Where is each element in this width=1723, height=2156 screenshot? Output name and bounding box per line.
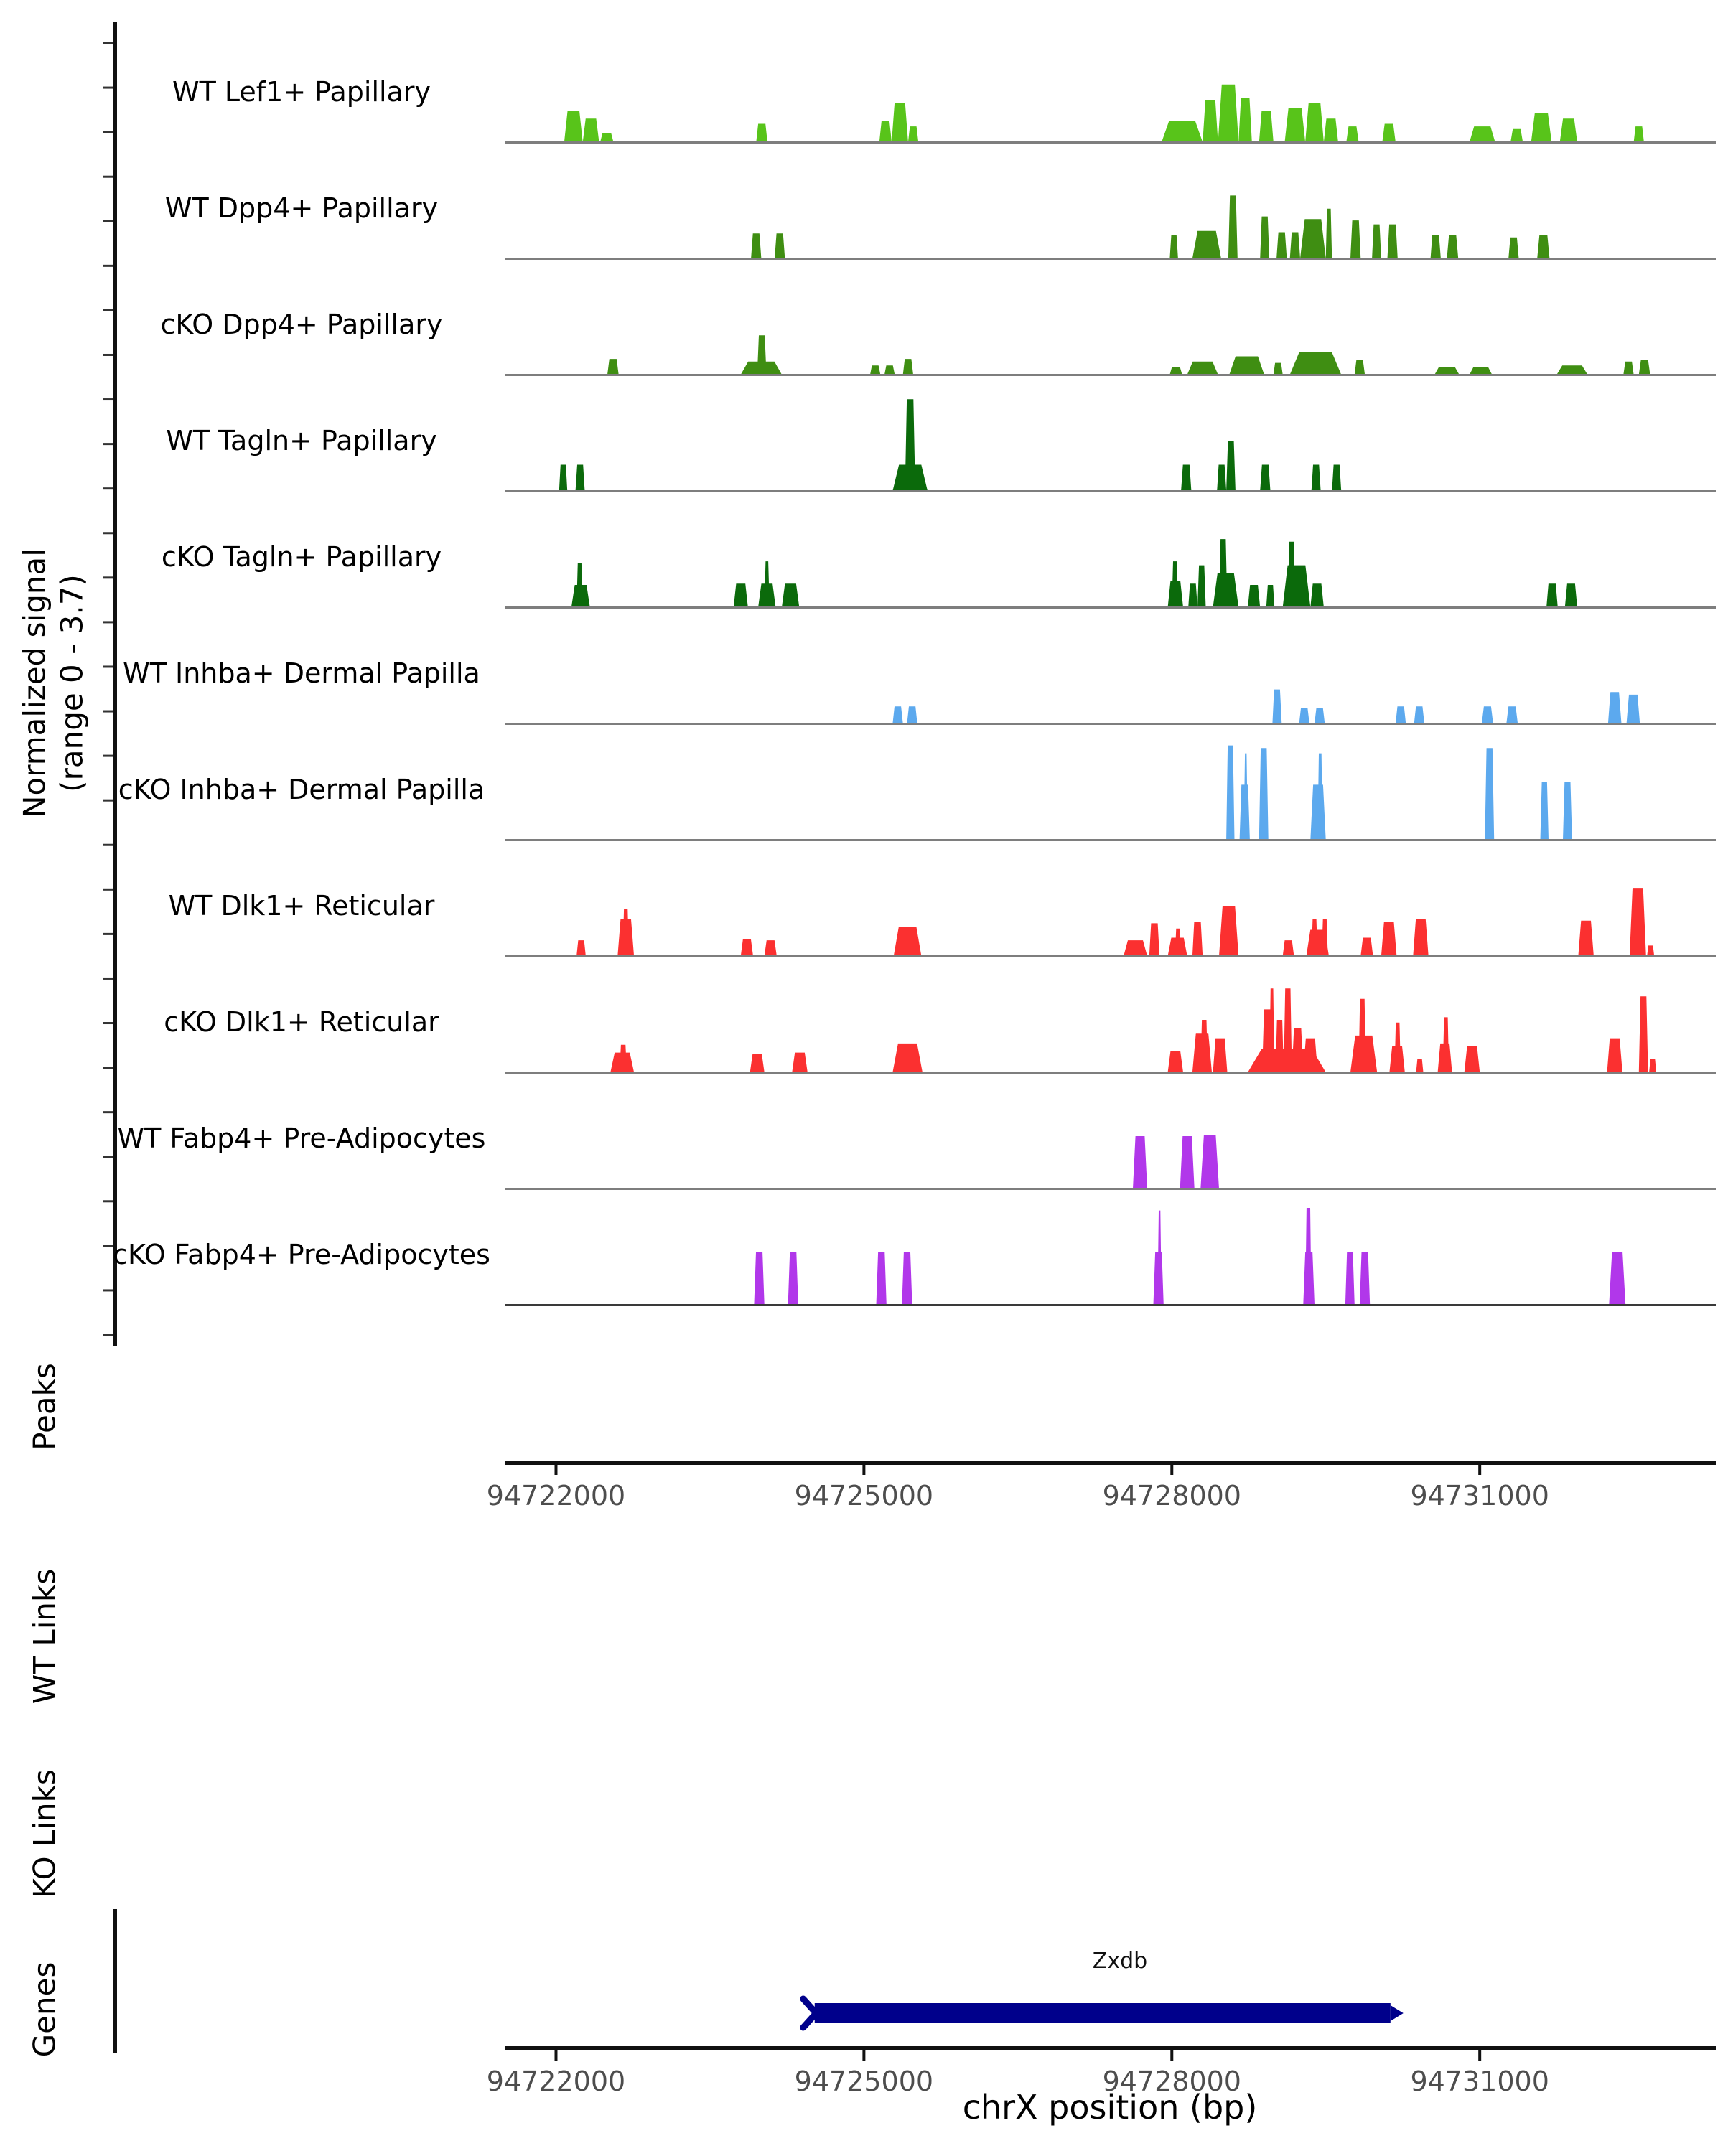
track-baseline	[505, 606, 1716, 609]
genome-axis-tick	[554, 1465, 557, 1475]
y-axis-tick	[103, 1289, 113, 1291]
y-axis-tick	[103, 755, 113, 757]
track-signal-area	[610, 988, 1656, 1072]
y-axis-tick	[103, 1111, 113, 1113]
genome-axis-tick	[1170, 2050, 1173, 2061]
y-axis-tick	[103, 621, 113, 623]
track-baseline	[505, 723, 1716, 725]
y-axis-tick	[103, 131, 113, 133]
track-signal-area	[564, 85, 1644, 142]
track-baseline	[505, 955, 1716, 957]
track-label: cKO Inhba+ Dermal Papilla	[118, 774, 485, 805]
track-signal-area	[607, 335, 1650, 375]
track-baseline	[505, 258, 1716, 260]
genome-axis-tick-label: 94722000	[486, 2066, 626, 2097]
y-axis-tick	[103, 87, 113, 89]
y-axis-tick	[103, 1200, 113, 1202]
track-label: cKO Dpp4+ Papillary	[160, 309, 443, 340]
y-axis-tick	[103, 1022, 113, 1024]
track-signal-area	[559, 399, 1341, 491]
track-baseline	[505, 1304, 1716, 1306]
track-baseline	[505, 1188, 1716, 1190]
genome-axis-tick-label: 94725000	[794, 2066, 934, 2097]
track-baseline	[505, 839, 1716, 841]
track-signal-area	[1133, 1135, 1219, 1189]
genome-axis-tick	[862, 2050, 865, 2061]
y-axis-tick	[103, 176, 113, 178]
y-axis-tick	[103, 1156, 113, 1158]
y-axis-tick	[103, 665, 113, 667]
genome-axis-tick-label: 94722000	[486, 1480, 626, 1511]
gene-label: Zxdb	[1092, 1949, 1148, 1974]
y-axis-tick	[103, 889, 113, 891]
genome-axis-tick-label: 94725000	[794, 1480, 934, 1511]
y-axis-tick	[103, 532, 113, 534]
y-axis-tick	[103, 309, 113, 311]
track-signal-area	[1226, 746, 1572, 840]
genome-axis-tick-label: 94731000	[1410, 1480, 1549, 1511]
y-axis-tick	[103, 978, 113, 980]
genome-axis-tick-label: 94731000	[1410, 2066, 1549, 2097]
track-label: WT Inhba+ Dermal Papilla	[123, 657, 480, 689]
genome-axis-tick	[1478, 2050, 1481, 2061]
y-axis-tick	[103, 443, 113, 445]
y-axis-tick	[103, 220, 113, 222]
track-label: WT Fabp4+ Pre-Adipocytes	[117, 1122, 486, 1154]
generated-chart-content	[103, 22, 1716, 2097]
genome-axis-tick	[554, 2050, 557, 2061]
track-signal-area	[576, 888, 1654, 956]
track-label: cKO Dlk1+ Reticular	[164, 1006, 439, 1038]
genome-axis-line	[505, 2046, 1716, 2050]
track-label: WT Tagln+ Papillary	[166, 425, 437, 456]
y-axis-tick	[103, 487, 113, 489]
track-label: WT Dlk1+ Reticular	[168, 890, 435, 922]
track-label: cKO Tagln+ Papillary	[161, 541, 442, 573]
section-label-wt-links: WT Links	[27, 1568, 62, 1705]
y-axis-tick	[103, 844, 113, 846]
gene-body	[815, 2003, 1391, 2023]
y-axis-tick	[103, 42, 113, 44]
gene-strand-chevron	[803, 1999, 816, 2028]
x-axis-title: chrX position (bp)	[962, 2088, 1258, 2127]
gene-arrowhead	[1391, 2005, 1404, 2021]
y-axis-tick	[103, 1067, 113, 1069]
genome-axis-tick-label: 94728000	[1102, 1480, 1241, 1511]
y-axis-line	[113, 22, 117, 1346]
genome-axis-tick	[862, 1465, 865, 1475]
section-label-peaks: Peaks	[27, 1363, 62, 1450]
y-axis-tick	[103, 576, 113, 578]
track-baseline	[505, 374, 1716, 376]
track-baseline	[505, 141, 1716, 144]
track-baseline	[505, 1072, 1716, 1074]
y-axis-tick	[103, 711, 113, 713]
track-signal-area	[571, 539, 1577, 607]
y-axis-tick	[103, 398, 113, 400]
y-axis-tick	[103, 265, 113, 267]
y-axis-tick	[103, 354, 113, 356]
track-signal-area	[754, 1208, 1625, 1305]
y-axis-tick	[103, 800, 113, 802]
genome-axis-line	[505, 1461, 1716, 1465]
section-label-ko-links: KO Links	[27, 1769, 62, 1898]
track-label: cKO Fabp4+ Pre-Adipocytes	[113, 1239, 490, 1270]
y-axis-label-line1: Normalized signal	[17, 548, 52, 818]
genome-axis-tick-label: 94728000	[1102, 2066, 1241, 2097]
genome-axis-tick	[1170, 1465, 1173, 1475]
section-label-genes: Genes	[27, 1962, 62, 2058]
y-axis-tick	[103, 1334, 113, 1336]
y-axis-tick	[103, 1245, 113, 1247]
track-label: WT Lef1+ Papillary	[172, 76, 431, 108]
y-axis-label-line2: (range 0 - 3.7)	[54, 574, 90, 792]
track-baseline	[505, 490, 1716, 492]
y-axis-tick	[103, 933, 113, 935]
track-signal-area	[892, 690, 1640, 723]
genome-axis-tick	[1478, 1465, 1481, 1475]
genes-axis-line	[113, 1909, 117, 2053]
track-signal-area	[751, 195, 1549, 258]
track-label: WT Dpp4+ Papillary	[164, 192, 439, 224]
